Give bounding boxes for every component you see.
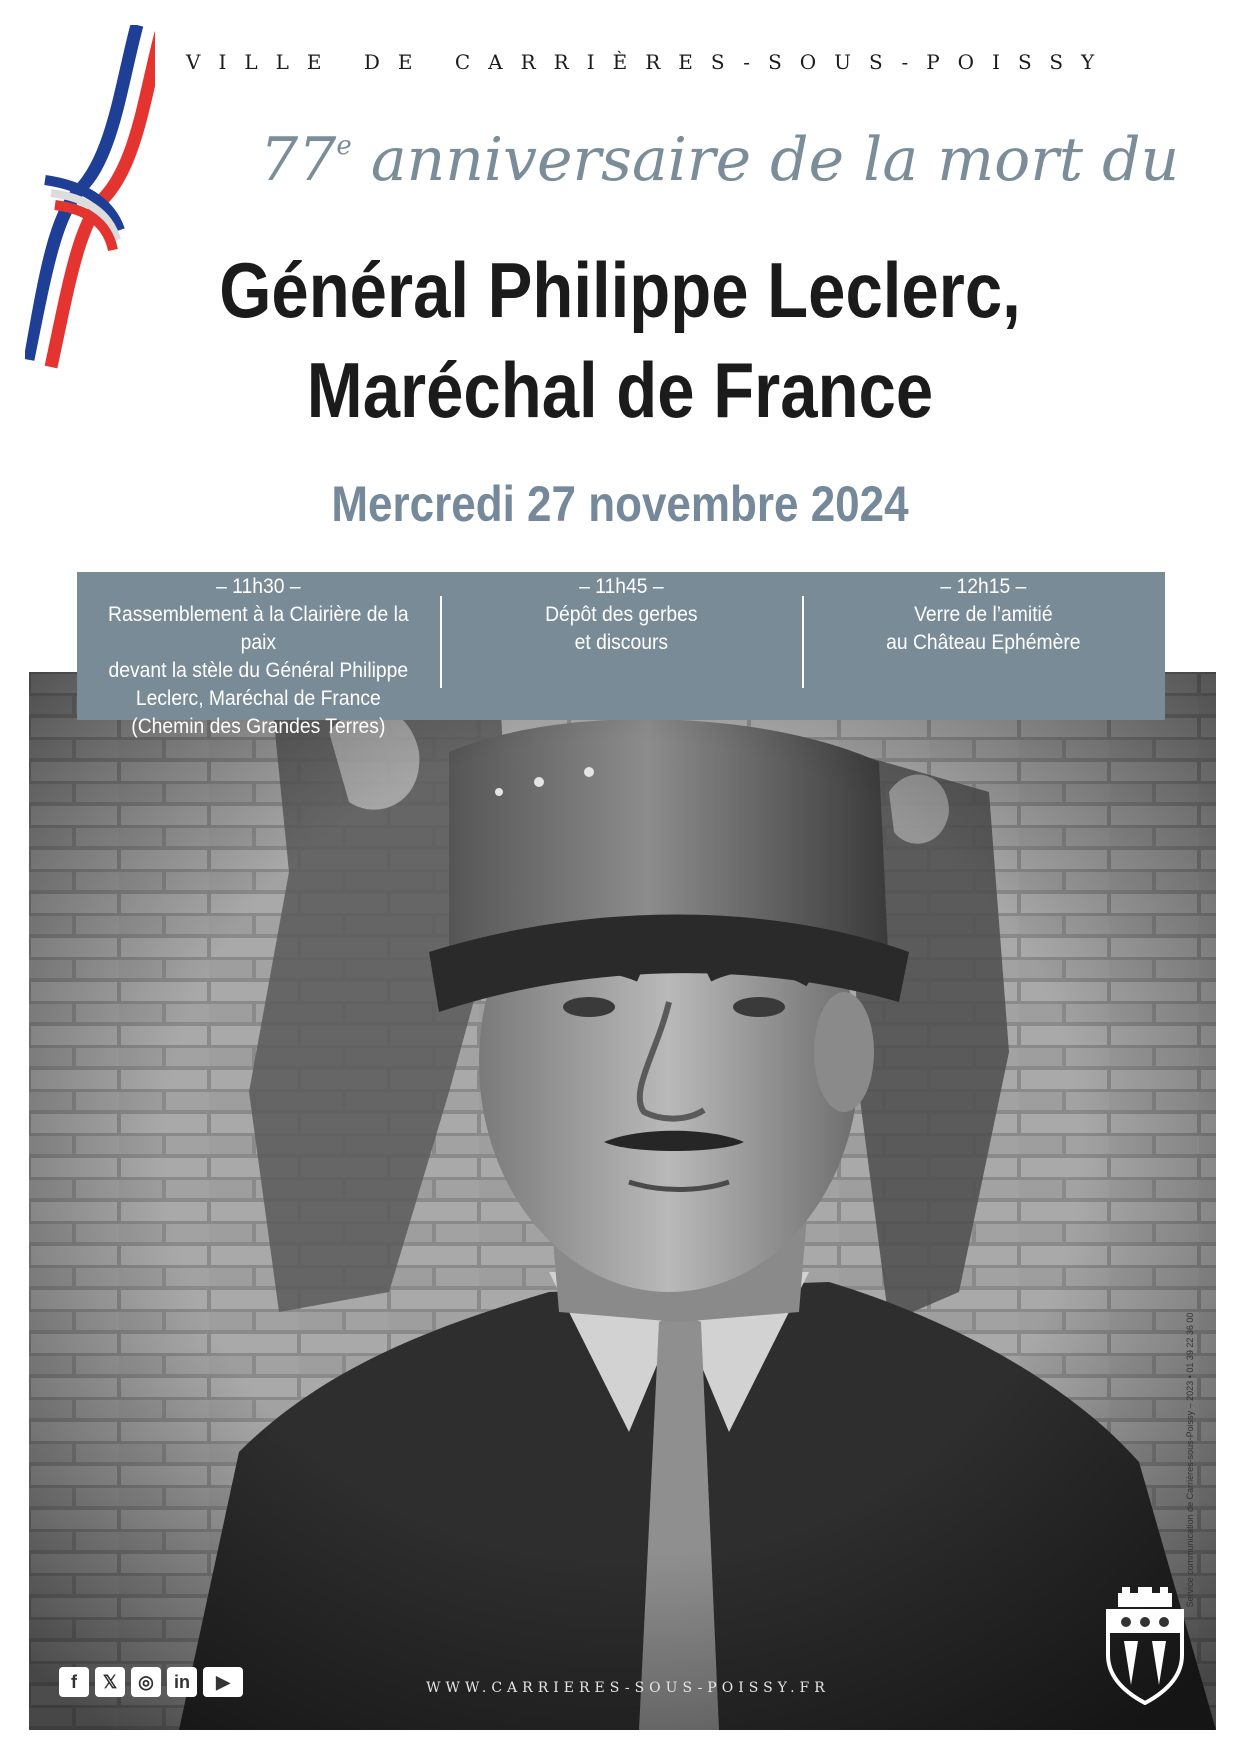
anniversary-number: 77 bbox=[260, 125, 337, 195]
schedule-item bbox=[440, 572, 803, 720]
schedule-item bbox=[77, 572, 440, 738]
event-date: Mercredi 27 novembre 2024 bbox=[331, 476, 909, 532]
portrait-photo bbox=[29, 672, 1216, 1730]
city-crest-icon bbox=[1100, 1585, 1190, 1705]
schedule-banner bbox=[77, 572, 1165, 738]
youtube-icon[interactable]: ▶ bbox=[203, 1667, 243, 1697]
facebook-icon[interactable]: f bbox=[59, 1667, 89, 1697]
social-links bbox=[59, 1667, 243, 1697]
schedule-description: Verre de l’amitié au Château Ephémère bbox=[886, 603, 1081, 654]
anniversary-heading bbox=[260, 125, 1180, 195]
city-name: VILLE DE CARRIÈRES-SOUS-POISSY bbox=[186, 50, 1113, 74]
website-link[interactable]: WWW.CARRIERES-SOUS-POISSY.FR bbox=[426, 1680, 830, 1696]
schedule-time: – 12h15 – bbox=[940, 575, 1027, 598]
anniversary-text: anniversaire de la mort du bbox=[351, 125, 1180, 195]
schedule-description: Rassemblement à la Clairière de la paix devant la stèle du Général Philippe Leclerc, Maréchal de France (Chemin des Grandes Terres) bbox=[107, 603, 409, 738]
anniversary-ordinal: e bbox=[336, 131, 352, 161]
tricolor-ribbon-icon bbox=[25, 25, 155, 405]
credit-text: Service communication de Carrières-sous-Poissy – 2023 • 01 39 22 36 00 bbox=[1185, 1312, 1195, 1608]
title-line-1: Général Philippe Leclerc, bbox=[219, 246, 1021, 334]
schedule-time: – 11h30 – bbox=[216, 575, 301, 598]
x-icon[interactable]: 𝕏 bbox=[95, 1667, 125, 1697]
linkedin-icon[interactable]: in bbox=[167, 1667, 197, 1697]
instagram-icon[interactable]: ◎ bbox=[131, 1667, 161, 1697]
schedule-item bbox=[802, 572, 1165, 720]
title-line-2: Maréchal de France bbox=[306, 346, 934, 434]
schedule-time: – 11h45 – bbox=[578, 575, 664, 598]
schedule-description: Dépôt des gerbes et discours bbox=[544, 603, 698, 654]
